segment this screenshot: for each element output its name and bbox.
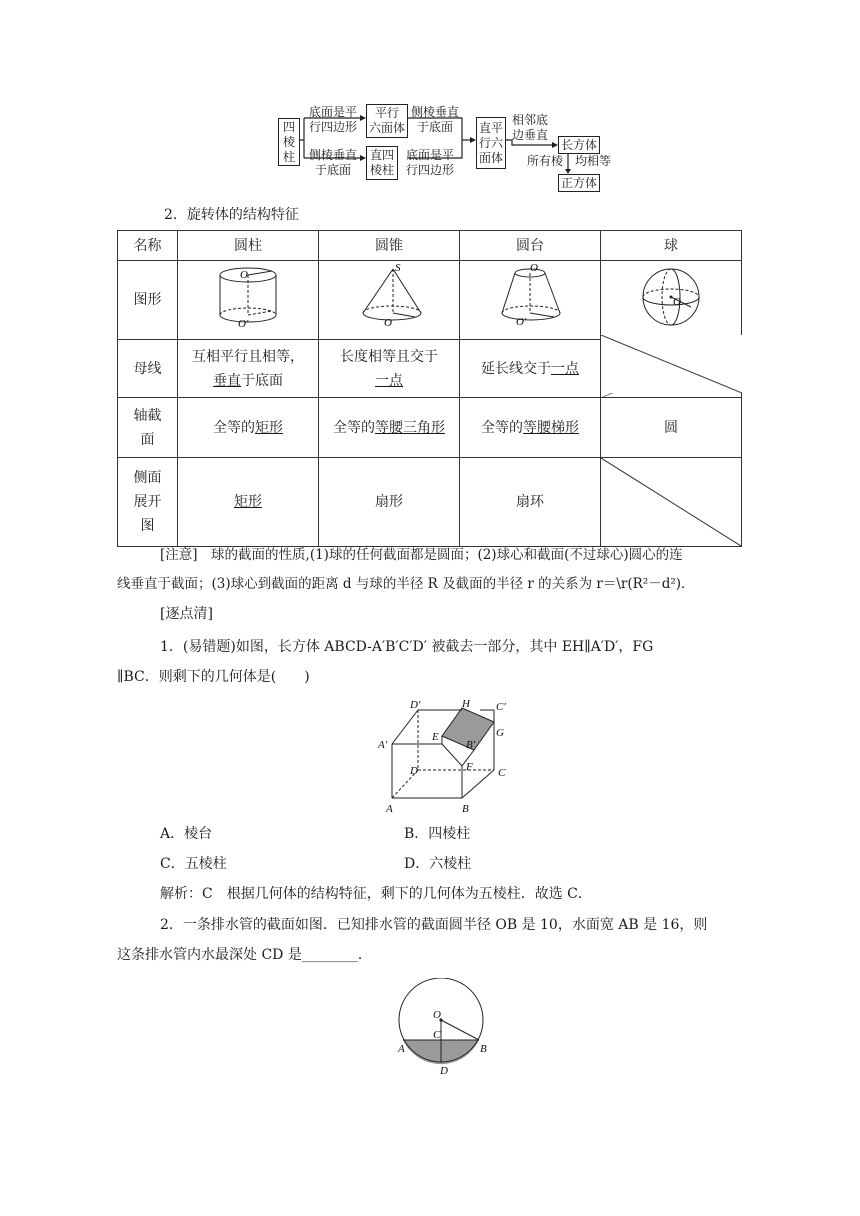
frustum-generatrix-text: 延长线交于	[481, 360, 551, 377]
question-2-line-2: 这条排水管内水最深处 CD 是________．	[117, 947, 372, 963]
table-row-figure	[118, 261, 742, 340]
note-line-1: [注意] 球的截面的性质,(1)球的任何截面都是圆面；(2)球心和截面(不过球心)圆心的连	[160, 547, 683, 563]
label-B-prime: B′	[466, 739, 476, 751]
cone-figure	[329, 261, 449, 331]
cylinder-axial-blank: 矩形	[255, 419, 283, 436]
flowchart-box-parallelepiped: 平行 六面体	[366, 104, 408, 138]
flowchart-label-base-parallelogram: 底面是平 行四边形	[308, 105, 357, 134]
cone-generatrix-blank: 一点	[375, 372, 403, 389]
table-header-row	[118, 231, 742, 261]
cone-axial-blank: 等腰三角形	[375, 419, 445, 436]
label-A: A	[386, 803, 393, 815]
cylinder-generatrix-line2	[178, 369, 318, 393]
flowchart-box-cuboid: 长方体	[558, 136, 600, 154]
cylinder-top-center-label: O	[240, 269, 248, 281]
pipe-label-A: A	[398, 1043, 405, 1055]
label-G: G	[496, 727, 504, 739]
frustum-generatrix-cell	[460, 340, 601, 398]
option-C[interactable]: C．五棱柱	[160, 856, 227, 872]
flowchart-box-right-parallelepiped: 直平 行六 面体	[476, 117, 506, 169]
pipe-label-B: B	[480, 1043, 487, 1055]
sphere-center-label: O	[673, 296, 681, 308]
pipe-cross-section-figure	[390, 978, 500, 1078]
option-D[interactable]: D．六棱柱	[404, 856, 472, 872]
question-1-line-1: 1．(易错题)如图，长方体 ABCD-A′B′C′D′ 被截去一部分，其中 EH∥A′D′，FG	[160, 639, 654, 655]
frustum-top-center-label: O	[530, 262, 538, 274]
header-sphere: 球	[601, 231, 742, 261]
cylinder-generatrix-rest: 于底面	[241, 372, 283, 389]
question-2-line-1: 2．一条排水管的截面如图．已知排水管的截面圆半径 OB 是 10，水面宽 AB 是 16，则	[160, 917, 708, 933]
row-label-lateral	[118, 458, 178, 547]
cylinder-bottom-center-label: O′	[238, 318, 249, 330]
cone-apex-label: S	[395, 262, 401, 274]
pipe-label-O: O	[433, 1009, 441, 1021]
question-1-line-2: ∥BC．则剩下的几何体是( )	[117, 669, 310, 685]
row-label-generatrix: 母线	[118, 340, 178, 398]
cone-axial-text: 全等的	[333, 419, 375, 436]
flowchart-box-cube: 正方体	[558, 174, 600, 192]
cone-generatrix-cell	[319, 340, 460, 398]
cone-axial-cell	[319, 398, 460, 458]
cylinder-generatrix-line1: 互相平行且相等，	[192, 348, 304, 365]
cone-lateral-cell: 扇形	[319, 458, 460, 547]
row-label-lateral-3: 图	[140, 518, 155, 534]
header-frustum: 圆台	[460, 231, 601, 261]
flowchart-label-lateral-perpendicular-2: 侧棱垂直 于底面	[308, 148, 357, 177]
frustum-axial-cell	[460, 398, 601, 458]
question-1-answer: 解析：C 根据几何体的结构特征，剩下的几何体为五棱柱．故选 C．	[160, 886, 592, 902]
frustum-bottom-center-label: O′	[516, 316, 527, 328]
frustum-generatrix-blank: 一点	[551, 360, 579, 377]
section-heading-rotating-solids: 2．旋转体的结构特征	[164, 207, 299, 223]
cone-figure-cell	[319, 261, 460, 340]
section-label-point-check: [逐点清]	[160, 606, 213, 622]
cone-base-center-label: O	[384, 317, 392, 329]
table-row-lateral-development	[118, 458, 742, 547]
frustum-axial-blank: 等腰梯形	[523, 419, 579, 436]
empty-cell-diagonal	[601, 458, 741, 546]
label-D: D	[410, 765, 418, 777]
row-label-axial-section	[118, 398, 178, 458]
sphere-lateral-cell	[601, 458, 742, 547]
flowchart-label-base-parallelogram-2: 底面是平 行四边形	[405, 148, 454, 177]
header-cylinder: 圆柱	[178, 231, 319, 261]
option-B[interactable]: B．四棱柱	[404, 826, 471, 842]
label-H: H	[462, 698, 470, 710]
cylinder-lateral-blank: 矩形	[234, 494, 262, 510]
cylinder-figure	[188, 261, 308, 331]
label-F: F	[466, 761, 473, 773]
cuboid-cut-figure	[370, 698, 520, 818]
frustum-figure-cell	[460, 261, 601, 340]
flowchart-box-four-prism: 四 棱 柱	[278, 118, 300, 166]
table-row-axial-section	[118, 398, 742, 458]
pipe-label-C: C	[433, 1029, 441, 1041]
frustum-lateral-cell: 扇环	[460, 458, 601, 547]
note-line-2: 线垂直于截面；(3)球心到截面的距离 d 与球的半径 R 及截面的半径 r 的关系为 r＝\r(R²－d²)．	[117, 576, 695, 592]
row-label-figure: 图形	[118, 261, 178, 340]
flowchart-label-all-edges: 所有棱	[526, 154, 563, 168]
cylinder-lateral-cell	[178, 458, 319, 547]
row-label-axial-1: 轴截	[133, 407, 162, 424]
label-C-prime: C′	[496, 701, 506, 713]
label-E: E	[432, 731, 439, 743]
frustum-figure	[470, 261, 590, 331]
option-A[interactable]: A．棱台	[160, 826, 213, 842]
pipe-label-D: D	[440, 1065, 448, 1077]
header-cone: 圆锥	[319, 231, 460, 261]
cylinder-generatrix-blank: 垂直	[213, 372, 241, 389]
flowchart-box-right-prism: 直四 棱柱	[366, 146, 398, 180]
label-A-prime: A′	[378, 739, 388, 751]
header-name: 名称	[118, 231, 178, 261]
row-label-lateral-2: 展开	[133, 494, 162, 510]
label-D-prime: D′	[410, 699, 421, 711]
question-2-stem	[117, 910, 743, 970]
note-paragraph	[117, 541, 743, 599]
cylinder-axial-text: 全等的	[213, 419, 255, 436]
cone-generatrix-line2	[319, 369, 459, 393]
frustum-axial-text: 全等的	[481, 419, 523, 436]
cylinder-generatrix-cell	[178, 340, 319, 398]
flowchart-label-adjacent-perpendicular: 相邻底 边垂直	[511, 113, 548, 142]
label-B: B	[462, 803, 469, 815]
row-label-lateral-1: 侧面	[133, 470, 162, 486]
row-label-axial-2: 面	[140, 431, 155, 448]
question-1-stem	[117, 632, 743, 692]
cylinder-figure-cell	[178, 261, 319, 340]
cylinder-axial-cell	[178, 398, 319, 458]
flowchart-label-lateral-perpendicular: 侧棱垂直 于底面	[410, 105, 459, 134]
cone-generatrix-line1: 长度相等且交于	[340, 348, 438, 365]
sphere-figure-cell	[601, 261, 742, 340]
sphere-figure	[611, 261, 731, 331]
sphere-axial-cell: 圆	[601, 398, 742, 458]
empty-cell-diagonal-generatrix	[601, 335, 742, 393]
label-C: C	[498, 767, 506, 779]
flowchart-label-equal: 均相等	[574, 154, 611, 168]
